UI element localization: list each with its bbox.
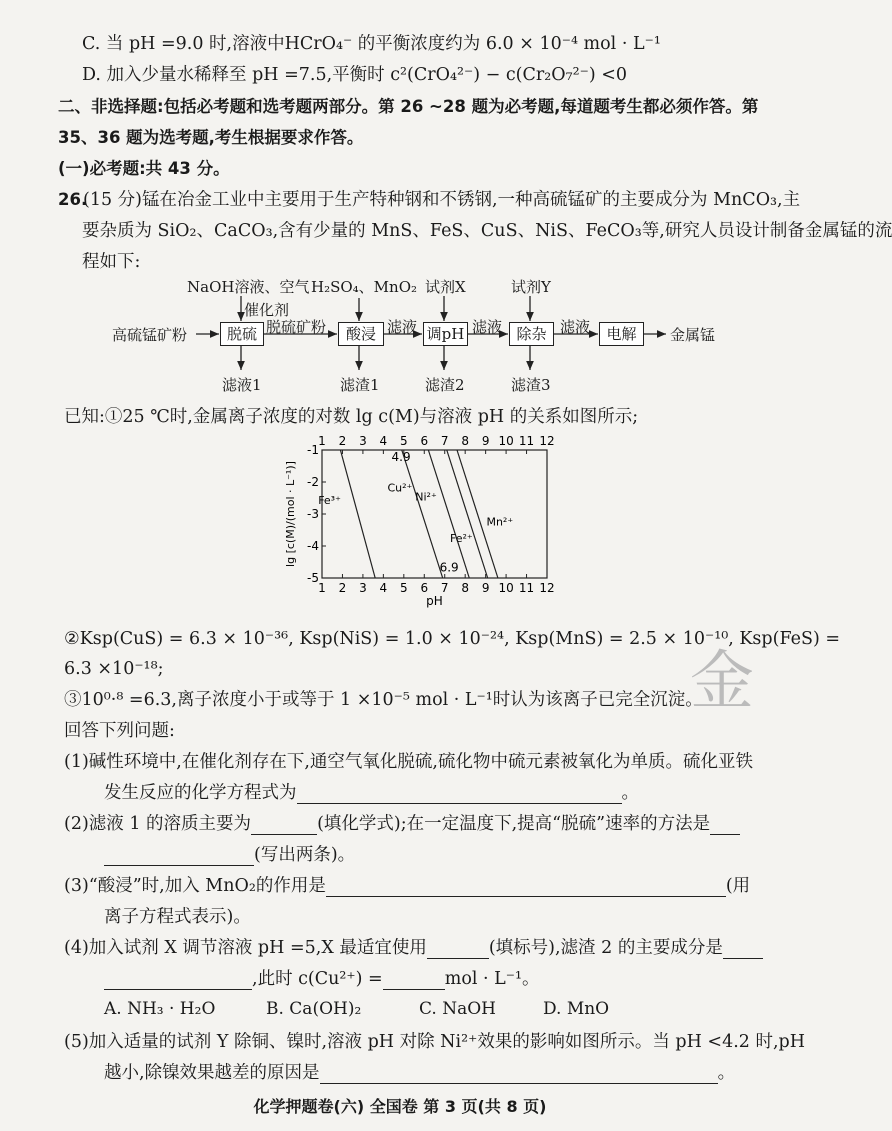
q4-answer-blank-1[interactable] (427, 940, 489, 959)
q2-end: (写出两条)。 (254, 845, 356, 865)
flow-box-purify: 除杂 (509, 322, 554, 346)
q26-intro-line3: 程如下: (82, 252, 141, 272)
y-tick-label: -3 (307, 507, 319, 521)
flow-catalyst: 催化剂 (244, 301, 290, 319)
x-tick-label-bottom: 8 (461, 581, 470, 595)
q4-answer-blank-2a[interactable] (723, 940, 763, 959)
x-tick-label-bottom: 3 (359, 581, 367, 595)
q4-option-b[interactable]: B. Ca(OH)₂ (266, 999, 362, 1019)
flow-out-3: 滤渣2 (425, 376, 465, 394)
y-tick-label: -5 (307, 571, 319, 585)
x-tick-label-top: 10 (498, 434, 514, 448)
answer-intro: 回答下列问题: (64, 721, 175, 741)
q3-line1 (64, 875, 750, 897)
flow-box-desulf: 脱硫 (220, 322, 264, 346)
known-item3: ③10⁰·⁸ =6.3,离子浓度小于或等于 1 ×10⁻⁵ mol · L⁻¹时认为该离子已完全沉淀。 (64, 690, 703, 710)
series-line-Cu²⁺ (402, 450, 443, 578)
series-line-Fe³⁺ (340, 450, 375, 578)
q4-unit: mol · L⁻¹。 (444, 969, 540, 989)
x-tick-label-bottom: 6 (420, 581, 429, 595)
q4-option-c[interactable]: C. NaOH (419, 999, 496, 1019)
flow-reagent-desulf: NaOH溶液、空气 (187, 278, 310, 296)
q4-cu: ,此时 c(Cu²⁺) = (252, 969, 383, 989)
x-tick-label-top: 11 (518, 434, 535, 448)
flow-reagent-y: 试剂Y (511, 278, 551, 296)
flow-product: 金属锰 (670, 326, 716, 344)
q2-answer-blank-2b[interactable] (104, 847, 254, 866)
flow-mid-1: 脱硫矿粉 (266, 318, 327, 336)
page-footer: 化学押题卷(六) 全国卷 第 3 页(共 8 页) (253, 1097, 547, 1116)
q4-prompt: (4)加入试剂 X 调节溶液 pH =5,X 最适宜使用 (64, 938, 427, 958)
annotation-6.9: 6.9 (439, 560, 459, 575)
q5-line2 (104, 1062, 735, 1084)
q4-option-a[interactable]: A. NH₃ · H₂O (104, 999, 216, 1019)
x-tick-label-top: 9 (481, 434, 490, 448)
q26-intro-line1: (15 分)锰在冶金工业中主要用于生产特种钢和不锈钢,一种高硫锰矿的主要成分为 MnCO₃,主 (83, 190, 801, 210)
section-heading-line2: 35、36 题为选考题,考生根据要求作答。 (58, 128, 364, 147)
option-d: D. 加入少量水稀释至 pH =7.5,平衡时 c²(CrO₄²⁻) − c(Cr₂O₇²⁻) <0 (82, 65, 628, 85)
x-tick-label-top: 5 (399, 434, 408, 448)
question-number: 26. (58, 190, 88, 209)
q4-answer-blank-3[interactable] (383, 971, 445, 990)
q2-prompt: (2)滤液 1 的溶质主要为 (64, 814, 252, 834)
known-item2-line1: ②Ksp(CuS) = 6.3 × 10⁻³⁶, Ksp(NiS) = 1.0 × 10⁻²⁴, Ksp(MnS) = 2.5 × 10⁻¹⁰, Ksp(FeS) = (64, 629, 841, 649)
q3-line2: 离子方程式表示)。 (104, 907, 251, 927)
annotation-4.9: 4.9 (391, 450, 411, 465)
q4-option-d[interactable]: D. MnO (543, 999, 610, 1019)
x-tick-label-top: 3 (359, 434, 367, 448)
q1-answer-blank[interactable] (297, 785, 622, 804)
q1-prompt: 发生反应的化学方程式为 (104, 783, 297, 803)
x-tick-label-bottom: 1 (318, 581, 326, 595)
x-tick-label-bottom: 9 (481, 581, 490, 595)
flow-mid-3: 滤液 (472, 318, 503, 336)
y-tick-label: -4 (307, 539, 319, 553)
series-label: Fe³⁺ (318, 493, 341, 507)
flow-mid-4: 滤液 (560, 318, 591, 336)
q3-end: (用 (725, 876, 751, 896)
flow-box-electrolysis: 电解 (599, 322, 644, 346)
q4-prompt-2: (填标号),滤渣 2 的主要成分是 (488, 938, 723, 958)
series-label: Ni²⁺ (415, 490, 437, 504)
flow-box-ph: 调pH (423, 322, 468, 346)
q1-line1: (1)碱性环境中,在催化剂存在下,通空气氧化脱硫,硫化物中硫元素被氧化为单质。硫化亚铁 (64, 752, 753, 772)
flow-reagent-x: 试剂X (425, 278, 466, 296)
x-axis-label: pH (426, 594, 443, 608)
x-tick-label-top: 1 (318, 434, 326, 448)
flow-out-1: 滤液1 (222, 376, 262, 394)
y-axis-label: lg [c(M)/(mol · L⁻¹)] (284, 461, 297, 567)
y-tick-label: -2 (307, 475, 319, 489)
q2-line1 (64, 813, 740, 835)
known-item2-line2: 6.3 ×10⁻¹⁸; (64, 659, 164, 679)
q5-line1: (5)加入适量的试剂 Y 除铜、镍时,溶液 pH 对除 Ni²⁺效果的影响如图所示。当 pH <4.2 时,pH (64, 1032, 806, 1052)
x-tick-label-bottom: 10 (498, 581, 514, 595)
q5-answer-blank[interactable] (320, 1065, 718, 1084)
series-line-Fe²⁺ (447, 450, 488, 578)
series-label: Mn²⁺ (486, 515, 514, 529)
q2-answer-blank-2a[interactable] (710, 816, 740, 835)
x-tick-label-bottom: 2 (338, 581, 347, 595)
x-tick-label-bottom: 4 (379, 581, 388, 595)
chart (280, 430, 580, 620)
x-tick-label-bottom: 5 (399, 581, 408, 595)
flow-box-acid: 酸浸 (338, 322, 384, 346)
x-tick-label-bottom: 7 (440, 581, 449, 595)
q2-line2 (104, 844, 355, 866)
flow-out-2: 滤渣1 (340, 376, 380, 394)
section-heading-line1: 二、非选择题:包括必考题和选考题两部分。第 26 ~28 题为必考题,每道题考生都必须作答。第 (58, 97, 759, 116)
watermark-stamp: 金 (690, 645, 754, 719)
x-tick-label-top: 12 (539, 434, 555, 448)
x-tick-label-top: 6 (420, 434, 429, 448)
q5-end: 。 (717, 1063, 736, 1083)
flow-start: 高硫锰矿粉 (112, 326, 188, 344)
x-tick-label-top: 2 (338, 434, 347, 448)
q4-answer-blank-2b[interactable] (104, 971, 252, 990)
q26-intro-line2: 要杂质为 SiO₂、CaCO₃,含有少量的 MnS、FeS、CuS、NiS、FeCO₃等,研究人员设计制备金属锰的流 (82, 221, 892, 241)
q5-prompt: 越小,除镍效果越差的原因是 (104, 1063, 320, 1083)
q3-prompt: (3)“酸浸”时,加入 MnO₂的作用是 (64, 876, 326, 896)
q1-end: 。 (621, 783, 639, 803)
y-tick-label: -1 (307, 443, 319, 457)
option-c: C. 当 pH =9.0 时,溶液中HCrO₄⁻ 的平衡浓度约为 6.0 × 10⁻⁴ mol · L⁻¹ (82, 34, 661, 54)
x-tick-label-top: 4 (379, 434, 388, 448)
x-tick-label-top: 8 (461, 434, 470, 448)
subheading: (一)必考题:共 43 分。 (58, 159, 230, 178)
known-item1: 已知:①25 ℃时,金属离子浓度的对数 lg c(M)与溶液 pH 的关系如图所示; (64, 407, 639, 427)
flow-reagent-acid: H₂SO₄、MnO₂ (311, 278, 418, 296)
x-tick-label-top: 7 (440, 434, 449, 448)
x-tick-label-bottom: 12 (539, 581, 555, 595)
q2-prompt-2: (填化学式);在一定温度下,提高“脱硫”速率的方法是 (317, 814, 711, 834)
q1-line2 (104, 782, 639, 804)
x-tick-label-bottom: 11 (518, 581, 535, 595)
flow-out-4: 滤渣3 (511, 376, 551, 394)
q2-answer-blank-1[interactable] (251, 816, 317, 835)
series-label: Cu²⁺ (387, 481, 413, 495)
flow-mid-2: 滤液 (387, 318, 418, 336)
q3-answer-blank[interactable] (326, 878, 726, 897)
series-label: Fe²⁺ (450, 532, 473, 546)
q4-line1 (64, 937, 763, 959)
q4-line2 (104, 968, 540, 990)
